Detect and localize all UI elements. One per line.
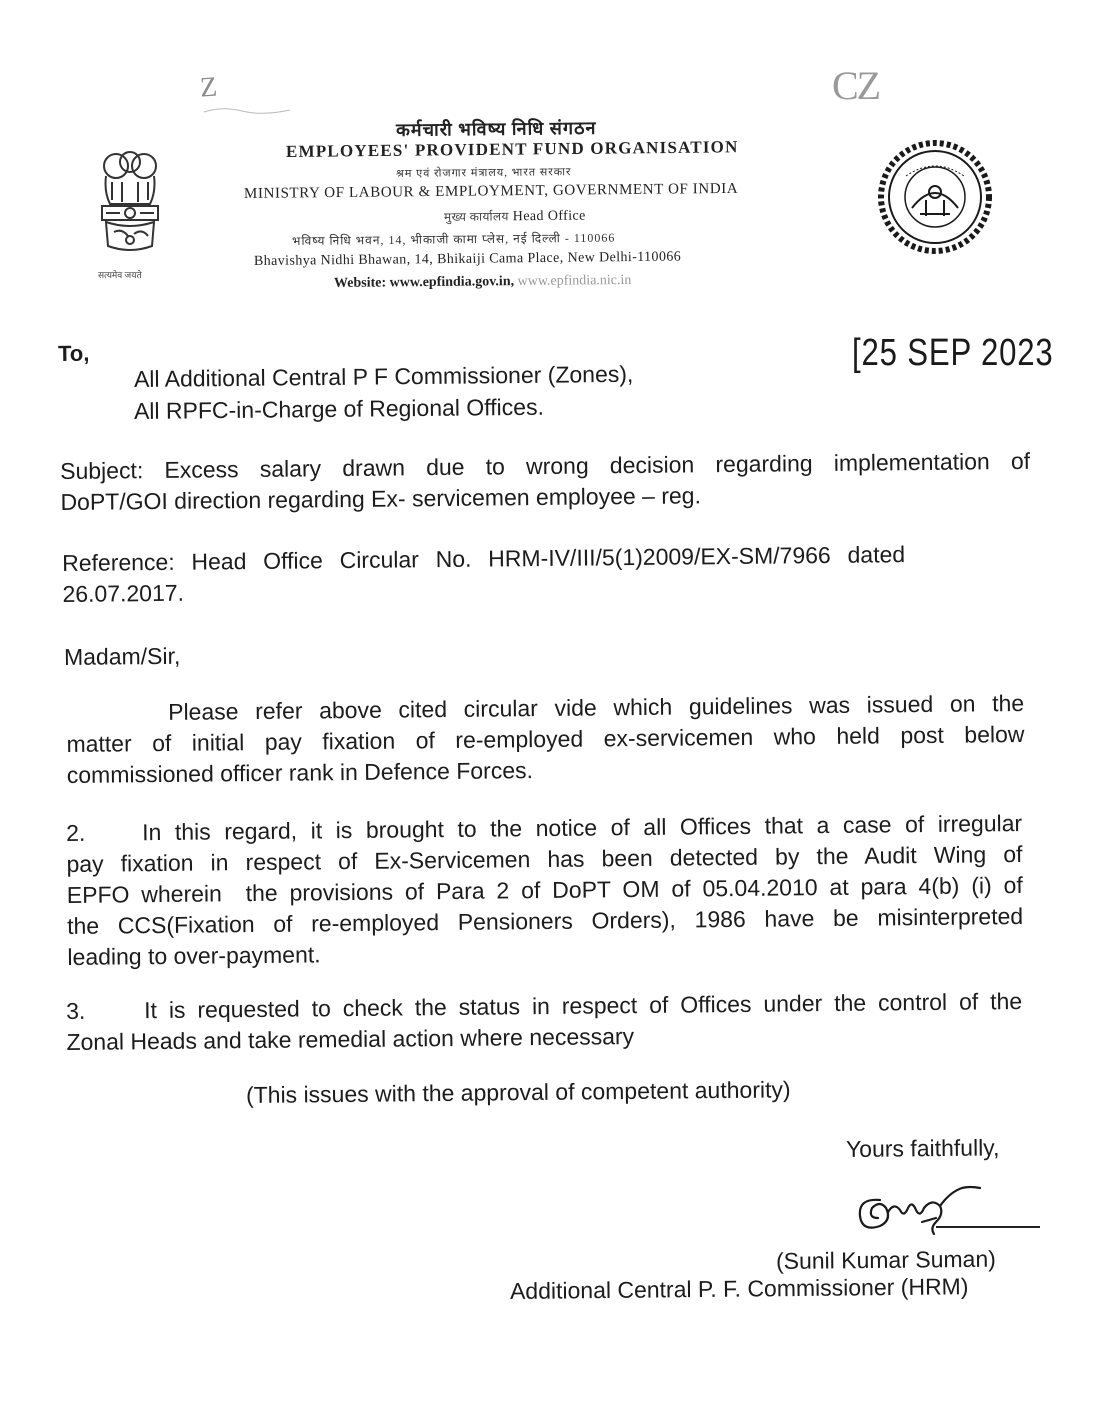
to-label: To, [57, 340, 90, 366]
stamp-initial-top-left: Z [198, 71, 219, 104]
paragraph-2-line-2: pay fixation in respect of Ex-Servicemen has been detected by the Audit Wing of [66, 840, 1023, 877]
paragraph-3-line-1-text: It is requested to check the status in respect of Offices under the control of the [144, 987, 1023, 1024]
subject-line-2: DoPT/GOI direction regarding Ex- servicemen employee – reg. [60, 482, 702, 515]
signatory-title: Additional Central P. F. Commissioner (HRM) [509, 1273, 969, 1304]
paragraph-2-line-4: the CCS(Fixation of re-employed Pensioners Orders), 1986 have be misinterpreted [66, 902, 1024, 939]
recipient-line-2: All RPFC-in-Charge of Regional Offices. [133, 393, 545, 424]
recipient-line-1: All Additional Central P F Commissioner (Zones), [133, 360, 634, 392]
signature-icon [850, 1178, 990, 1247]
stamp-zone-top-right: CZ [832, 63, 880, 108]
closing: Yours faithfully, [845, 1134, 1000, 1162]
paragraph-2-line-3: EPFO wherein the provisions of Para 2 of DoPT OM of 05.04.2010 at para 4(b) (i) of [66, 871, 1023, 908]
org-name: EMPLOYEES' PROVIDENT FUND ORGANISATION [285, 137, 739, 161]
paragraph-2-number: 2. [66, 819, 86, 846]
address-hindi: भविष्य निधि भवन, 14, भीकाजी कामा प्लेस, नई दिल्ली - 110066 [291, 230, 616, 248]
website-line [334, 273, 632, 292]
paragraph-2-line-5: leading to over-payment. [67, 941, 321, 970]
reference-line-2: 26.07.2017. [62, 579, 185, 607]
paragraph-1-line-2: matter of initial pay fixation of re-employed ex-servicemen who held post below [66, 720, 1025, 757]
head-office-line [444, 207, 586, 226]
date-stamp-value: 25 SEP 2023 [861, 332, 1054, 374]
signature-underline [936, 1226, 1040, 1228]
subject-line-1: Subject: Excess salary drawn due to wrong decision regarding implementation of [60, 447, 1031, 484]
paragraph-3 [66, 986, 1023, 1058]
paragraph-1 [66, 688, 1025, 791]
emblem-caption: सत्यमेव जयते [98, 270, 142, 280]
subject [60, 446, 1031, 518]
reference-line-1: Reference: Head Office Circular No. HRM-IV/III/5(1)2009/EX-SM/7966 dated [62, 541, 906, 576]
ministry-hindi: श्रम एवं रोजगार मंत्रालय, भारत सरकार [395, 166, 572, 180]
website-secondary: www.epfindia.nic.in [517, 272, 632, 290]
national-emblem-icon [92, 148, 168, 281]
paragraph-3-line-2: Zonal Heads and take remedial action where necessary [66, 1023, 635, 1055]
stamp-initial-top-left-marks [202, 104, 292, 120]
paragraph-1-line-3: commissioned officer rank in Defence Forces. [66, 757, 534, 788]
paragraph-1-line-1: Please refer above cited circular vide which guidelines was issued on the [168, 689, 1025, 725]
date-stamp-bracket: [ [852, 332, 862, 374]
paragraph-3-number: 3. [66, 997, 86, 1024]
paragraph-2 [66, 808, 1024, 973]
website-primary: Website: www.epfindia.gov.in, [333, 274, 515, 291]
address: Bhavishya Nidhi Bhawan, 14, Bhikaiji Cama Place, New Delhi-110066 [253, 249, 682, 269]
approval-note: (This issues with the approval of competent authority) [245, 1076, 791, 1108]
date-stamp [852, 332, 1054, 375]
paragraph-2-line-1-text: In this regard, it is brought to the notice of all Offices that a case of irregular [142, 809, 1023, 846]
head-office-hindi: मुख्य कार्यालय [443, 209, 509, 224]
org-name-hindi: कर्मचारी भविष्य निधि संगठन [395, 117, 597, 140]
signatory-name: (Sunil Kumar Suman) [775, 1245, 996, 1274]
epfo-seal-icon [876, 138, 994, 261]
head-office-label: Head Office [512, 208, 586, 225]
ministry-name: MINISTRY OF LABOUR & EMPLOYMENT, GOVERNMENT OF INDIA [243, 180, 739, 202]
salutation: Madam/Sir, [63, 642, 181, 670]
reference [62, 538, 1029, 610]
